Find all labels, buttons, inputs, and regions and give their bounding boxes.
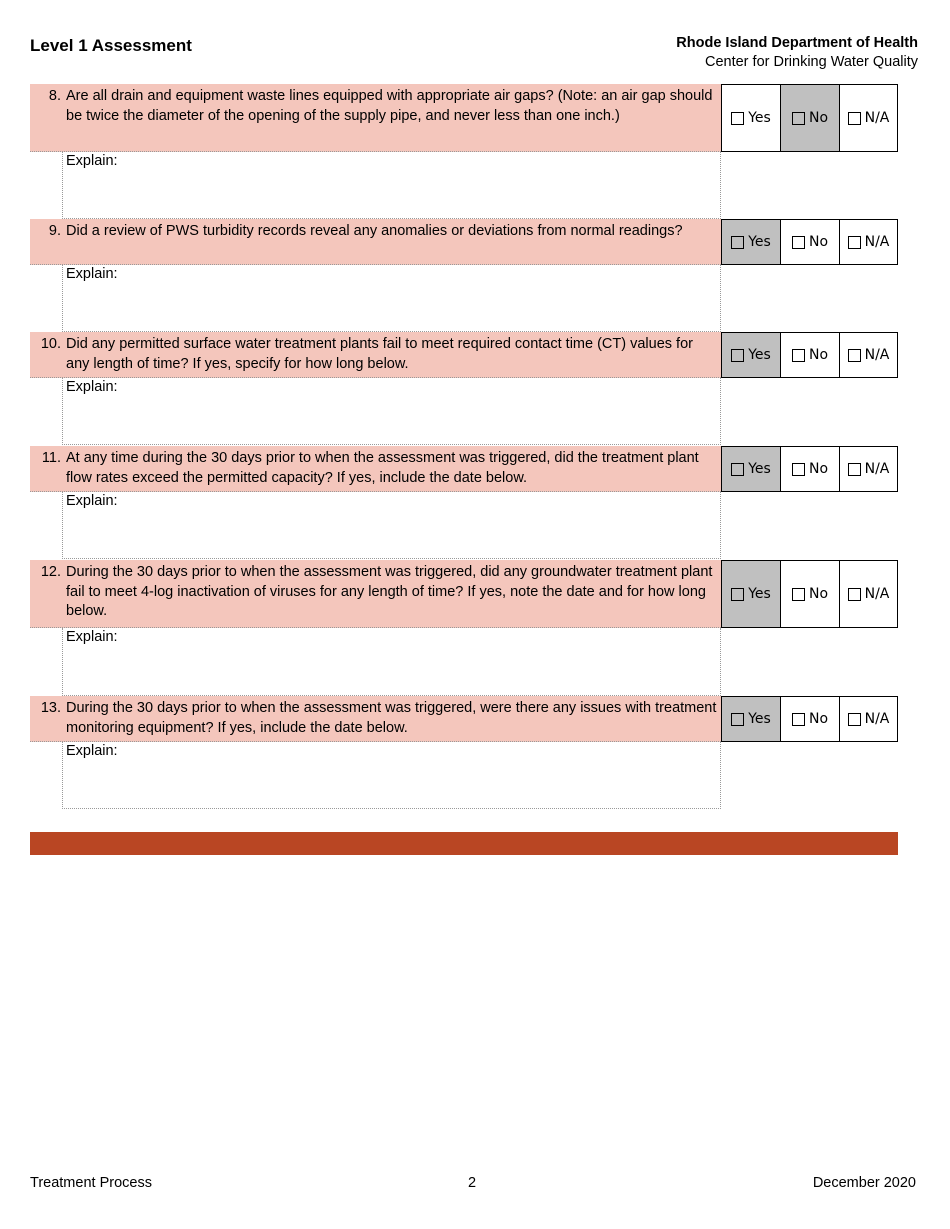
checkbox[interactable] <box>792 713 805 726</box>
answer-options <box>721 219 898 265</box>
option-no-cell[interactable] <box>780 333 839 377</box>
option-label: N/A <box>864 110 890 126</box>
explain-field[interactable] <box>62 492 721 559</box>
option-no-cell[interactable] <box>780 85 839 151</box>
option-label: N/A <box>864 711 890 727</box>
question-10 <box>30 332 898 445</box>
question-row <box>30 446 721 492</box>
checkbox[interactable] <box>792 588 805 601</box>
question-11 <box>30 446 898 559</box>
option-na-cell[interactable] <box>839 85 897 151</box>
footer-section: Treatment Process <box>30 1175 152 1191</box>
organization-subtitle: Center for Drinking Water Quality <box>704 54 918 70</box>
question-text: Did a review of PWS turbidity records reveal any anomalies or deviations from normal readings? <box>66 223 683 239</box>
question-text: Did any permitted surface water treatment plants fail to meet required contact time (CT) values for any length of time? If yes, specify for how long below. <box>66 336 693 372</box>
question-row <box>30 560 721 628</box>
footer-page-number: 2 <box>468 1175 477 1191</box>
option-label: N/A <box>864 461 890 477</box>
option-yes-cell[interactable] <box>722 85 780 151</box>
explain-label: Explain: <box>66 493 118 509</box>
question-13 <box>30 696 898 809</box>
option-label: N/A <box>864 234 890 250</box>
option-no-cell[interactable] <box>780 561 839 627</box>
question-row <box>30 696 721 742</box>
option-yes-cell[interactable] <box>722 333 780 377</box>
checkbox[interactable] <box>792 236 805 249</box>
checkbox[interactable] <box>848 112 861 125</box>
organization-header <box>676 34 918 72</box>
option-na-cell[interactable] <box>839 447 897 491</box>
checkbox[interactable] <box>731 112 744 125</box>
option-na-cell[interactable] <box>839 333 897 377</box>
option-label: N/A <box>864 347 890 363</box>
option-yes-cell[interactable] <box>722 220 780 264</box>
answer-options <box>721 84 898 152</box>
option-label: No <box>808 110 829 126</box>
option-label: Yes <box>748 461 771 477</box>
checkbox[interactable] <box>731 236 744 249</box>
checkbox[interactable] <box>731 588 744 601</box>
question-number: 12. <box>40 564 61 580</box>
checkbox[interactable] <box>848 236 861 249</box>
question-number: 10. <box>40 336 61 352</box>
question-row <box>30 84 721 152</box>
option-no-cell[interactable] <box>780 220 839 264</box>
option-na-cell[interactable] <box>839 561 897 627</box>
option-label: Yes <box>748 586 771 602</box>
option-no-cell[interactable] <box>780 447 839 491</box>
option-na-cell[interactable] <box>839 220 897 264</box>
explain-field[interactable] <box>62 628 721 696</box>
question-number: 13. <box>40 700 61 716</box>
option-label: Yes <box>748 234 771 250</box>
explain-field[interactable] <box>62 265 721 332</box>
footer-date: December 2020 <box>812 1175 916 1191</box>
question-number: 9. <box>48 223 61 239</box>
option-label: N/A <box>864 586 890 602</box>
checkbox[interactable] <box>731 713 744 726</box>
option-yes-cell[interactable] <box>722 561 780 627</box>
checkbox[interactable] <box>792 112 805 125</box>
option-label: Yes <box>748 110 771 126</box>
checkbox[interactable] <box>731 463 744 476</box>
checkbox[interactable] <box>848 349 861 362</box>
question-number: 11. <box>41 450 61 466</box>
explain-label: Explain: <box>66 629 118 645</box>
option-label: No <box>808 234 829 250</box>
checkbox[interactable] <box>848 713 861 726</box>
option-label: Yes <box>748 711 771 727</box>
checkbox[interactable] <box>848 588 861 601</box>
question-text: During the 30 days prior to when the assessment was triggered, did any groundwater treatment plant fail to meet 4-log inactivation of viruses for any length of time? If yes, note the date and for how long below. <box>66 564 713 619</box>
option-no-cell[interactable] <box>780 697 839 741</box>
explain-label: Explain: <box>66 266 118 282</box>
option-label: No <box>808 711 829 727</box>
option-label: No <box>808 347 829 363</box>
explain-label: Explain: <box>66 379 118 395</box>
checkbox[interactable] <box>792 349 805 362</box>
question-row <box>30 219 721 265</box>
question-8 <box>30 84 898 219</box>
answer-options <box>721 560 898 628</box>
explain-field[interactable] <box>62 742 721 809</box>
answer-options <box>721 446 898 492</box>
explain-label: Explain: <box>66 153 118 169</box>
question-row <box>30 332 721 378</box>
section-divider-bar <box>30 832 898 855</box>
option-yes-cell[interactable] <box>722 447 780 491</box>
option-na-cell[interactable] <box>839 697 897 741</box>
checkbox[interactable] <box>792 463 805 476</box>
option-label: No <box>808 586 829 602</box>
option-yes-cell[interactable] <box>722 697 780 741</box>
option-label: Yes <box>748 347 771 363</box>
question-9 <box>30 219 898 332</box>
question-number: 8. <box>48 88 61 104</box>
page-title: Level 1 Assessment <box>30 36 192 55</box>
question-text: Are all drain and equipment waste lines equipped with appropriate air gaps? (Note: an air gap should be twice the diameter of the opening of the supply pipe, and never less than one inch.) <box>66 88 713 124</box>
question-text: At any time during the 30 days prior to when the assessment was triggered, did the treatment plant flow rates exceed the permitted capacity? If yes, include the date below. <box>66 450 699 486</box>
answer-options <box>721 332 898 378</box>
checkbox[interactable] <box>731 349 744 362</box>
explain-label: Explain: <box>66 743 118 759</box>
question-12 <box>30 560 898 696</box>
option-label: No <box>808 461 829 477</box>
organization-name: Rhode Island Department of Health <box>676 35 918 51</box>
checkbox[interactable] <box>848 463 861 476</box>
explain-field[interactable] <box>62 378 721 445</box>
question-text: During the 30 days prior to when the assessment was triggered, were there any issues with treatment monitoring equipment? If yes, include the date below. <box>66 700 717 736</box>
answer-options <box>721 696 898 742</box>
explain-field[interactable] <box>62 152 721 219</box>
